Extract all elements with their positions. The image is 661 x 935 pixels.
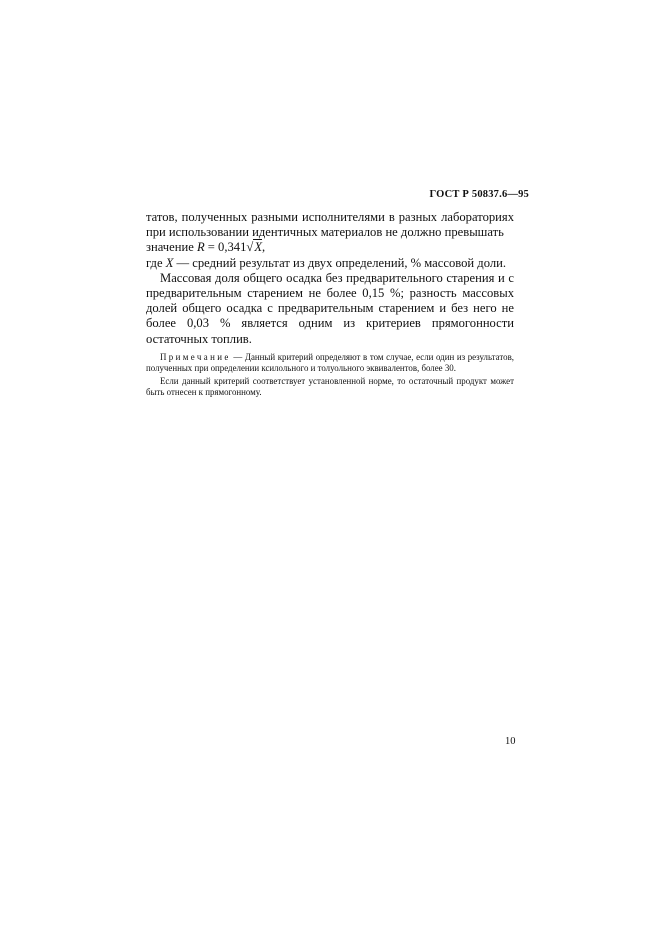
formula-lhs: R <box>196 240 205 255</box>
page-number: 10 <box>505 736 516 747</box>
paragraph-criteria: Массовая доля общего осадка без предварительного старения и с предварительным старением не более 0,15 %; разность массовых долей общего осадка с предварительным старением и без него не более 0,03 % является одним из критериев прямогонности остаточных топлив. <box>146 270 514 346</box>
where-line <box>146 256 514 271</box>
document-code-header: ГОСТ Р 50837.6—95 <box>429 189 529 200</box>
formula-prefix: значение <box>146 240 197 255</box>
sqrt-sign: √ <box>246 240 254 255</box>
where-prefix: где <box>146 255 166 270</box>
note-paragraph <box>146 352 514 374</box>
paragraph-continuation: татов, полученных разными исполнителями в разных лабораториях при использовании идентичных материалов не должно превышать <box>146 210 514 240</box>
formula-equals: = 0,341 <box>204 240 247 255</box>
formula-line <box>146 240 514 255</box>
document-body <box>146 210 514 399</box>
formula-variable: X <box>254 240 263 255</box>
formula-suffix: , <box>262 240 266 255</box>
note-label: Примечание <box>160 351 231 362</box>
where-text: — средний результат из двух определений, % массовой доли. <box>173 255 506 270</box>
note-paragraph-2: Если данный критерий соответствует установленной норме, то остаточный продукт может быть отнесен к прямогонному. <box>146 376 514 398</box>
note-text: — Данный критерий определяют в том случае, если один из результатов, полученных при определении ксилольного и толуольного эквивалентов, более 30. <box>146 351 514 374</box>
where-variable: X <box>165 255 174 270</box>
